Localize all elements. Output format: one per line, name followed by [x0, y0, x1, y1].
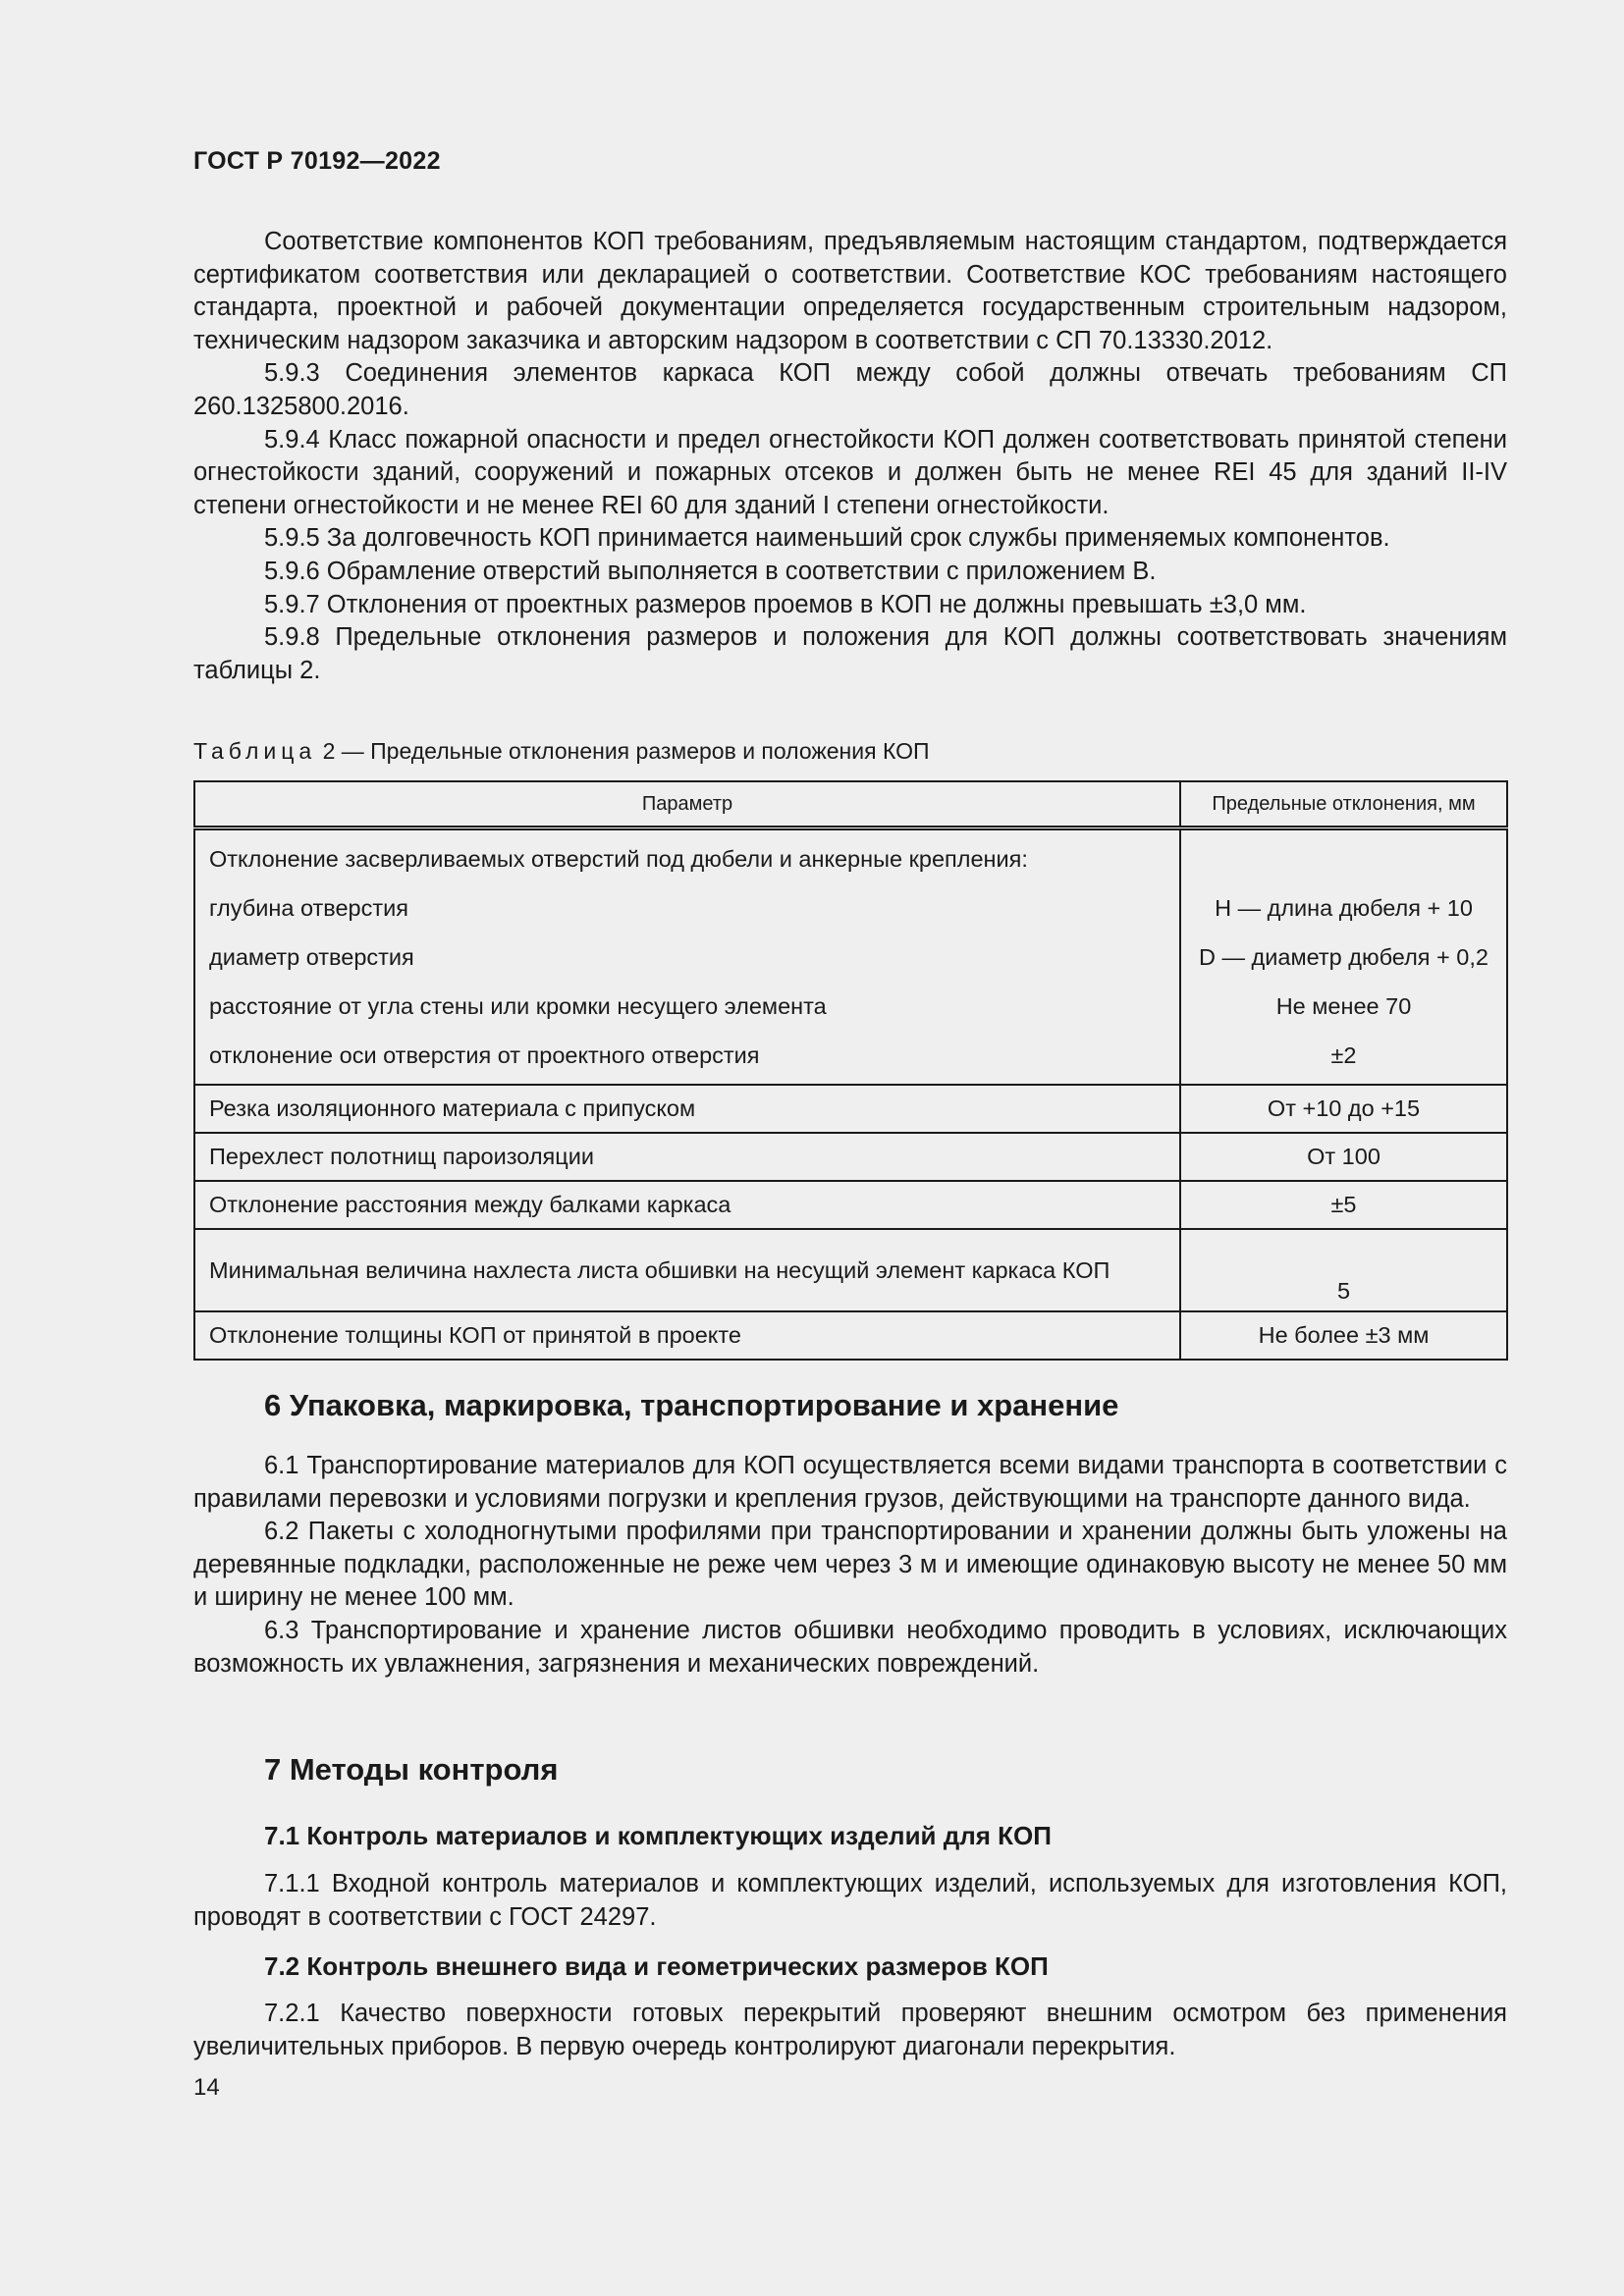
param-cell: Перехлест полотнищ пароизоляции: [194, 1133, 1180, 1181]
value-cell: От 100: [1180, 1133, 1507, 1181]
param-cell: Отклонение толщины КОП от принятой в проекте: [194, 1311, 1180, 1360]
paragraph: 6.2 Пакеты с холодногнутыми профилями при транспортировании и хранении должны быть уложены на деревянные подкладки, расположенные не реже чем через 3 м и имеющие одинаковую высоту не менее 50 мм и ширину не менее 100 мм.: [193, 1518, 1507, 1612]
paragraph: Соответствие компонентов КОП требованиям, предъявляемым настоящим стандартом, подтверждается сертификатом соответствия или декларацией о соответствии. Соответствие КОС требованиям настоящего стандарта, проектной и рабочей документации определяется государственным строительным надзором, техническим надзором заказчика и авторским надзором в соответствии с СП 70.13330.2012.: [193, 228, 1507, 354]
value-cell: От +10 до +15: [1180, 1085, 1507, 1133]
table-row: [194, 828, 1507, 1086]
group-value-cell: [1180, 828, 1507, 1086]
group-item-value: H — длина дюбеля + 10: [1215, 895, 1473, 921]
group-title: Отклонение засверливаемых отверстий под дюбели и анкерные крепления:: [209, 846, 1028, 872]
document-header: ГОСТ Р 70192—2022: [193, 147, 441, 175]
group-param-cell: [194, 828, 1180, 1086]
group-item-value: Не менее 70: [1275, 993, 1412, 1019]
table-row: [194, 1085, 1507, 1133]
clause-5-9-block: [193, 226, 1507, 687]
table-row: [194, 1311, 1507, 1360]
group-item-value: ±2: [1330, 1042, 1357, 1068]
table-caption: [193, 738, 930, 765]
table-row: [194, 1133, 1507, 1181]
paragraph: 7.2.1 Качество поверхности готовых перекрытий проверяют внешним осмотром без применения увеличительных приборов. В первую очередь контролируют диагонали перекрытия.: [193, 2000, 1507, 2060]
value-cell: Не более ±3 мм: [1180, 1311, 1507, 1360]
param-cell: Резка изоляционного материала с припуском: [194, 1085, 1180, 1133]
param-cell: Минимальная величина нахлеста листа обшивки на несущий элемент каркаса КОП: [194, 1229, 1180, 1311]
group-item-param: диаметр отверстия: [209, 944, 414, 970]
paragraph: 5.9.5 За долговечность КОП принимается наименьший срок службы применяемых компонентов.: [264, 524, 1390, 553]
subsection-7-1-body: [193, 1868, 1507, 1934]
paragraph: 6.1 Транспортирование материалов для КОП осуществляется всеми видами транспорта в соответствии с правилами перевозки и условиями погрузки и крепления грузов, действующими на транспорте данного вида.: [193, 1452, 1507, 1513]
table-row: [194, 1229, 1507, 1311]
table-caption-text: 2 — Предельные отклонения размеров и положения КОП: [322, 738, 930, 764]
group-item-param: расстояние от угла стены или кромки несущего элемента: [209, 993, 827, 1019]
paragraph: 5.9.3 Соединения элементов каркаса КОП между собой должны отвечать требованиям СП 260.1325800.2016.: [193, 359, 1507, 420]
value-cell: 5: [1180, 1229, 1507, 1311]
paragraph: 5.9.6 Обрамление отверстий выполняется в соответствии с приложением В.: [264, 557, 1157, 585]
subsection-7-2-body: [193, 1998, 1507, 2063]
table-header-row: [194, 781, 1507, 828]
paragraph: 5.9.4 Класс пожарной опасности и предел огнестойкости КОП должен соответствовать принятой степени огнестойкости зданий, сооружений и пожарных отсеков и должен быть не менее REI 45 для зданий II-IV степени огнестойкости и не менее REI 60 для зданий I степени огнестойкости.: [193, 425, 1507, 519]
header-cell-parameter: Параметр: [194, 781, 1180, 828]
paragraph: 6.3 Транспортирование и хранение листов обшивки необходимо проводить в условиях, исключающих возможность их увлажнения, загрязнения и механических повреждений.: [193, 1616, 1507, 1678]
subsection-7-1-heading: 7.1 Контроль материалов и комплектующих изделий для КОП: [264, 1821, 1052, 1850]
paragraph: 5.9.7 Отклонения от проектных размеров проемов в КОП не должны превышать ±3,0 мм.: [264, 590, 1307, 618]
group-item-param: глубина отверстия: [209, 895, 408, 921]
header-cell-deviation: Предельные отклонения, мм: [1180, 781, 1507, 828]
value-cell: ±5: [1180, 1181, 1507, 1229]
table-caption-word: Таблица: [193, 738, 317, 764]
deviations-table: [193, 780, 1508, 1361]
paragraph: 5.9.8 Предельные отклонения размеров и положения для КОП должны соответствовать значениям таблицы 2.: [193, 623, 1507, 684]
section-6-heading: 6 Упаковка, маркировка, транспортирование и хранение: [264, 1388, 1119, 1422]
group-item-value: D — диаметр дюбеля + 0,2: [1199, 944, 1489, 970]
paragraph: 7.1.1 Входной контроль материалов и комплектующих изделий, используемых для изготовления КОП, проводят в соответствии с ГОСТ 24297.: [193, 1870, 1507, 1931]
group-item-param: отклонение оси отверстия от проектного отверстия: [209, 1042, 760, 1068]
subsection-7-2-heading: 7.2 Контроль внешнего вида и геометрических размеров КОП: [264, 1951, 1049, 1981]
param-cell: Отклонение расстояния между балками каркаса: [194, 1181, 1180, 1229]
page-number: 14: [193, 2074, 220, 2101]
table-row: [194, 1181, 1507, 1229]
section-6-body: [193, 1450, 1507, 1681]
section-7-heading: 7 Методы контроля: [264, 1752, 559, 1787]
